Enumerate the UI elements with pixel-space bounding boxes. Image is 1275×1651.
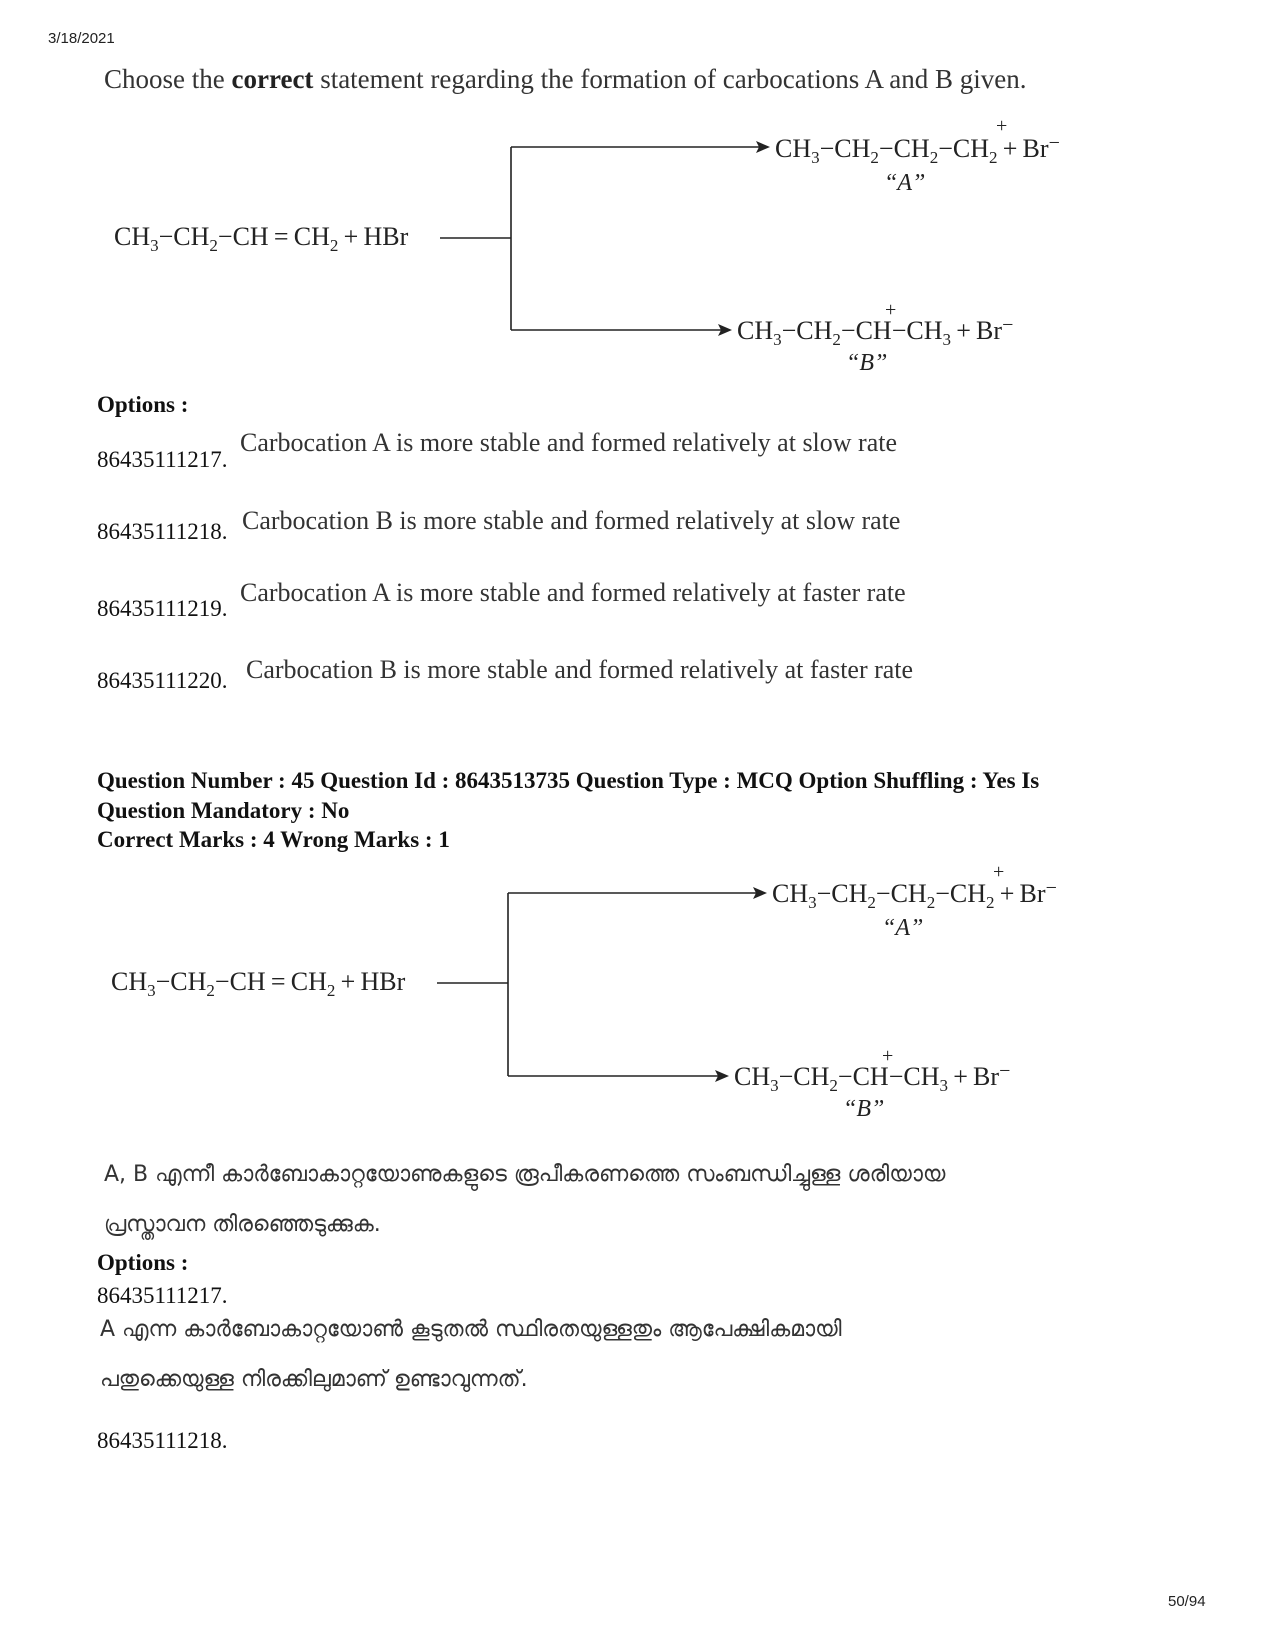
question-2-option-1-text[interactable] (100, 1305, 1170, 1405)
reaction-diagram-2 (0, 860, 1275, 1130)
question-2-malayalam-text (104, 1150, 1174, 1250)
question-2-option-1-line-2: പതുക്കെയുള്ള നിരക്കിലുമാണ് ഉണ്ടാവുന്നത്. (100, 1367, 528, 1392)
product-a-label: “A” (884, 170, 926, 196)
options-label-2: Options : (97, 1250, 189, 1275)
question-1-text-start: Choose the (104, 64, 232, 94)
product-a-label-2: “A” (882, 915, 924, 941)
question-1-text-bold: correct (231, 64, 314, 94)
option-2-text[interactable]: Carbocation B is more stable and formed relatively at slow rate (242, 506, 901, 535)
option-2-id: 86435111218. (97, 519, 228, 544)
reactant-formula-2: $CH_3-CH_2-CH = CH_2$ + HBr (111, 967, 406, 1000)
product-b-label: “B” (846, 350, 888, 376)
product-a-formula-2: $CH_3-CH_2-CH_2-CH_2 + Br^-$ (772, 877, 1057, 912)
product-a-positive-charge-2: + (993, 861, 1005, 883)
question-1-text-end: statement regarding the formation of carbocations A and B given. (313, 64, 1027, 94)
question-2-option-2-id: 86435111218. (97, 1428, 228, 1453)
question-2-marks: Correct Marks : 4 Wrong Marks : 1 (97, 827, 450, 852)
reaction-arrows (440, 147, 760, 330)
product-b-positive-charge: + (885, 299, 897, 321)
page-number: 50/94 (1168, 1593, 1206, 1610)
product-b-formula: $CH_3-CH_2-CH-CH_3 + Br^-$ (737, 314, 1014, 349)
question-2-option-1-id: 86435111217. (97, 1283, 228, 1308)
option-4-text[interactable]: Carbocation B is more stable and formed relatively at faster rate (246, 655, 914, 684)
question-2-meta-line-1: Question Number : 45 Question Id : 8643513735 Question Type : MCQ Option Shuffling : Yes Is (97, 768, 1040, 793)
reactant-formula: $CH_3-CH_2-CH = CH_2$ + HBr (114, 222, 409, 255)
product-b-label-2: “B” (843, 1096, 885, 1122)
question-2-malayalam-line-1: A, B എന്നീ കാർബോകാറ്റയോണുകളുടെ രൂപീകരണത്തെ സംബന്ധിച്ചുള്ള ശരിയായ (104, 1162, 946, 1187)
option-3-id: 86435111219. (97, 596, 228, 621)
options-label-1: Options : (97, 392, 189, 417)
product-a-formula: $CH_3-CH_2-CH_2-CH_2 + Br^-$ (775, 132, 1060, 167)
product-b-formula-2: $CH_3-CH_2-CH-CH_3 + Br^-$ (734, 1060, 1011, 1095)
product-b-positive-charge-2: + (882, 1045, 894, 1067)
option-1-id: 86435111217. (97, 447, 228, 472)
option-4-id: 86435111220. (97, 668, 228, 693)
question-2-malayalam-line-2: പ്രസ്താവന തിരഞ്ഞെടുക്കുക. (104, 1212, 381, 1237)
question-2-meta (97, 766, 1177, 826)
reaction-diagram-1 (0, 0, 1275, 400)
option-1-text[interactable]: Carbocation A is more stable and formed relatively at slow rate (240, 428, 898, 457)
product-a-positive-charge: + (996, 115, 1008, 137)
question-2-meta-line-2: Question Mandatory : No (97, 798, 350, 823)
print-date: 3/18/2021 (48, 30, 115, 47)
option-3-text[interactable]: Carbocation A is more stable and formed relatively at faster rate (240, 578, 906, 607)
question-2-option-1-line-1: A എന്ന കാർബോകാറ്റയോൺ കൂടുതൽ സ്ഥിരതയുള്ളതും ആപേക്ഷികമായി (100, 1317, 842, 1342)
reaction-arrows-2 (437, 893, 757, 1076)
